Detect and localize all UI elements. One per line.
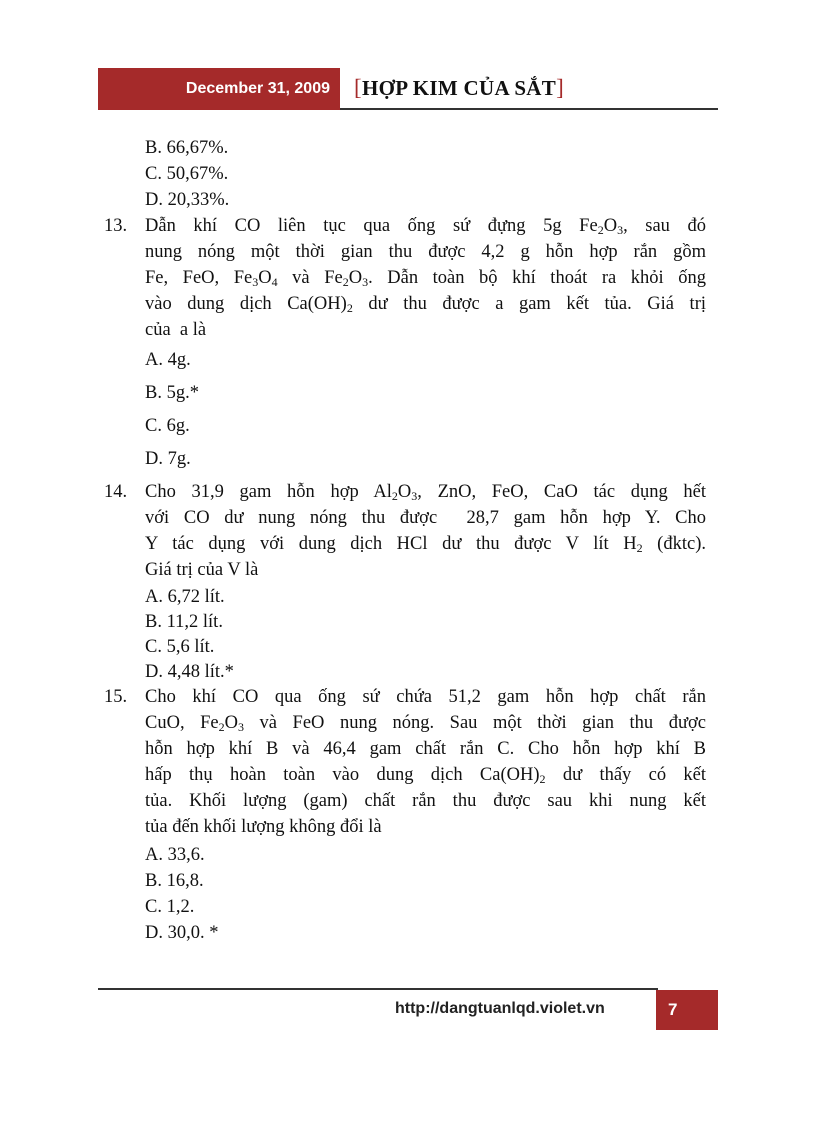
- question-15-option-d: D. 30,0. *: [145, 923, 219, 943]
- question-14-option-b: B. 11,2 lít.: [145, 612, 223, 632]
- question-14-option-d: D. 4,48 lít.*: [145, 662, 234, 682]
- prev-option-b: B. 66,67%.: [145, 138, 229, 158]
- question-13-option-c: C. 6g.: [145, 416, 190, 436]
- question-15-option-c: C. 1,2.: [145, 897, 195, 917]
- page-number: 7: [656, 990, 718, 1030]
- question-13-option-d: D. 7g.: [145, 449, 191, 469]
- prev-option-d: D. 20,33%.: [145, 190, 230, 210]
- header-date: December 31, 2009: [98, 68, 340, 110]
- question-13-option-b: B. 5g.*: [145, 383, 199, 403]
- question-15-option-a: A. 33,6.: [145, 845, 205, 865]
- footer-divider: [98, 988, 658, 990]
- title-text: HỢP KIM CỦA SẮT: [361, 76, 557, 100]
- title-bracket-open: [: [354, 75, 362, 100]
- question-14-option-c: C. 5,6 lít.: [145, 637, 215, 657]
- footer-url: http://dangtuanlqd.violet.vn: [395, 1000, 605, 1017]
- header-divider: [340, 108, 718, 110]
- question-13-option-a: A. 4g.: [145, 350, 191, 370]
- title-bracket-close: ]: [556, 75, 565, 100]
- document-title: [354, 75, 564, 101]
- question-14-option-a: A. 6,72 lít.: [145, 587, 225, 607]
- question-13-number: 13.: [104, 216, 128, 236]
- prev-option-c: C. 50,67%.: [145, 164, 229, 184]
- question-15-option-b: B. 16,8.: [145, 871, 204, 891]
- question-14-number: 14.: [104, 482, 128, 502]
- page-header: [98, 68, 718, 110]
- question-15-number: 15.: [104, 687, 128, 707]
